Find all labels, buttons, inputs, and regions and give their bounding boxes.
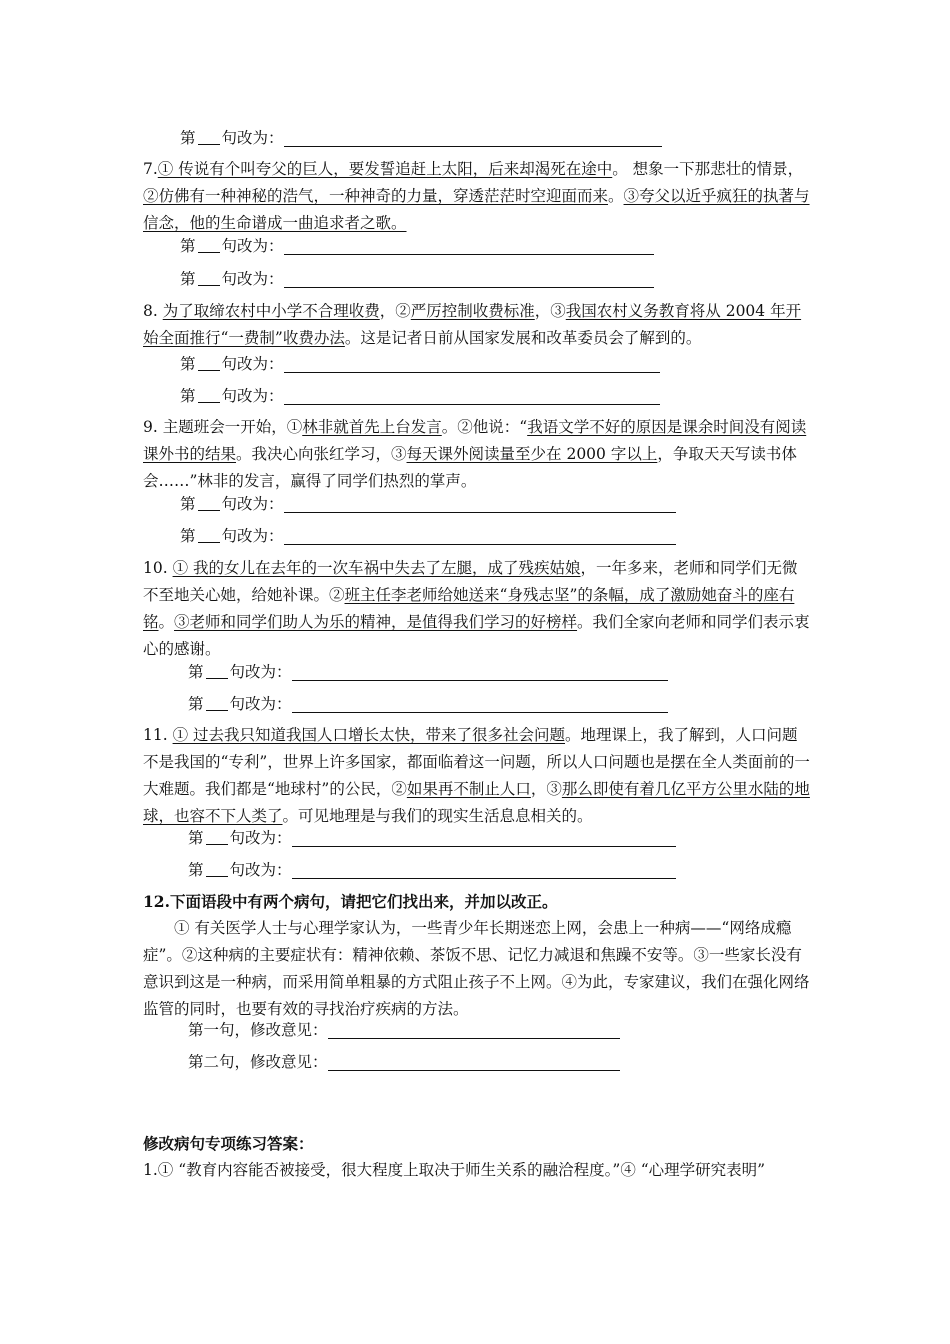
sentence-number-blank[interactable]: [206, 695, 228, 711]
answer-line: 第 句改为：: [188, 826, 676, 850]
answer-blank[interactable]: [284, 270, 654, 288]
question-9: 9. 主题班会一开始，①林非就首先上台发言。②他说：“我语文学不好的原因是课余时间没有阅读课外书的结果。我决心向张红学习，③每天课外阅读量至少在 2000 字以上，争取天天写读书体会……”林非的发言，赢得了同学们热烈的掌声。: [143, 418, 807, 490]
sentence-number-blank[interactable]: [198, 387, 220, 403]
underlined-sentence: 林非就首先上台发言: [302, 418, 442, 436]
underlined-sentence: 我语文学不好的原因是课余时间没有阅读课外书的结果: [143, 418, 807, 463]
underlined-sentence: ②仿佛有一种神秘的浩气，一种神奇的力量，穿透茫茫时空迎面而来: [143, 187, 609, 205]
answer-line: 第 句改为：: [188, 692, 668, 716]
revision-blank[interactable]: [328, 1021, 620, 1039]
answer-line: 第 句改为：: [180, 384, 660, 408]
sentence-number-blank[interactable]: [206, 829, 228, 845]
answer-blank[interactable]: [284, 237, 654, 255]
answer-blank[interactable]: [284, 527, 676, 545]
underlined-sentence: ① 我的女儿在去年的一次车祸中失去了左腿，成了残疾姑娘: [172, 559, 581, 577]
underlined-sentence: 每天课外阅读量至少在 2000 字以上: [406, 445, 658, 463]
underlined-sentence: 班主任李老师给她送来“身残志坚”的条幅，成了激励她奋斗的座右铭: [143, 586, 795, 631]
underlined-sentence: ③夸父以近乎疯狂的执著与信念，他的生命谱成一曲追求者之歌。: [143, 187, 810, 232]
answer-blank[interactable]: [284, 387, 660, 405]
answer-line: 第 句改为：: [180, 492, 676, 516]
revision-blank[interactable]: [328, 1053, 620, 1071]
answer-line: 第 句改为：: [180, 267, 654, 291]
answer-blank[interactable]: [284, 495, 676, 513]
answer-line: 第 句改为：: [188, 660, 668, 684]
answer-line: 第 句改为：: [180, 126, 662, 150]
answer-blank[interactable]: [292, 663, 668, 681]
underlined-sentence: 为了取缔农村中小学不合理收费: [162, 302, 380, 320]
sentence-number-blank[interactable]: [198, 527, 220, 543]
answer-line: 第 句改为：: [180, 524, 676, 548]
underlined-sentence: ① 传说有个叫夸父的巨人，要发誓追赶上太阳，后来却渴死在途中: [157, 160, 613, 178]
answer-line: 第 句改为：: [180, 352, 660, 376]
underlined-sentence: 严厉控制收费标准: [410, 302, 535, 320]
answer-line: 第 句改为：: [188, 858, 676, 882]
sentence-number-blank[interactable]: [198, 270, 220, 286]
answer-blank[interactable]: [292, 695, 668, 713]
underlined-sentence: ① 过去我只知道我国人口增长太快，带来了很多社会问题: [172, 726, 566, 744]
revision-line-2: 第二句，修改意见：: [188, 1050, 620, 1074]
sentence-number-blank[interactable]: [198, 355, 220, 371]
question-12-title: 12.下面语段中有两个病句，请把它们找出来，并加以改正。: [143, 892, 558, 911]
answer-blank[interactable]: [292, 861, 676, 879]
answer-blank[interactable]: [284, 355, 660, 373]
sentence-number-blank[interactable]: [198, 129, 220, 145]
underlined-sentence: ③老师和同学们助人为乐的精神，是值得我们学习的好榜样: [174, 613, 578, 631]
question-8: 8. 为了取缔农村中小学不合理收费，②严厉控制收费标准，③我国农村义务教育将从 2004 年开始全面推行“一费制”收费办法。这是记者日前从国家发展和改革委员会了解到的。: [143, 302, 802, 347]
underlined-sentence: 如果再不制止人口: [406, 780, 531, 798]
question-7: 7.① 传说有个叫夸父的巨人，要发誓追赶上太阳，后来却渴死在途中。 想象一下那悲壮的情景，②仿佛有一种神秘的浩气，一种神奇的力量，穿透茫茫时空迎面而来。③夸父以近乎疯狂的执著与信念，他的生命谱成一曲追求者之歌。: [143, 160, 810, 232]
sentence-number-blank[interactable]: [198, 237, 220, 253]
underlined-sentence: 那么即使有着几亿平方公里水陆的地球，也容不下人类了: [143, 780, 810, 825]
answer-1: 1.① “教育内容能否被接受，很大程度上取决于师生关系的融洽程度。”④ “心理学研究表明”: [143, 1161, 766, 1179]
question-10: 10. ① 我的女儿在去年的一次车祸中失去了左腿，成了残疾姑娘，一年多来，老师和同学们无微不至地关心她，给她补课。②班主任李老师给她送来“身残志坚”的条幅，成了激励她奋斗的座右铭。③老师和同学们助人为乐的精神，是值得我们学习的好榜样。我们全家向老师和同学们表示衷心的感谢。: [143, 559, 810, 658]
question-12-passage: ① 有关医学人士与心理学家认为，一些青少年长期迷恋上网，会患上一种病——“网络成瘾症”。②这种病的主要症状有：精神依赖、茶饭不思、记忆力减退和焦躁不安等。③一些家长没有意识到这是一种病，而采用简单粗暴的方式阻止孩子不上网。④为此，专家建议，我们在强化网络监管的同时，也要有效的寻找治疗疾病的方法。: [143, 919, 810, 1018]
answer-line: 第 句改为：: [180, 234, 654, 258]
sentence-number-blank[interactable]: [206, 663, 228, 679]
answer-blank[interactable]: [292, 829, 676, 847]
answers-heading: 修改病句专项练习答案：: [143, 1134, 314, 1153]
sentence-number-blank[interactable]: [198, 495, 220, 511]
revision-line-1: 第一句，修改意见：: [188, 1018, 620, 1042]
answer-blank[interactable]: [284, 129, 662, 147]
sentence-number-blank[interactable]: [206, 861, 228, 877]
underlined-sentence: 我国农村义务教育将从 2004 年开始全面推行“一费制”收费办法: [143, 302, 802, 347]
question-11: 11. ① 过去我只知道我国人口增长太快，带来了很多社会问题。地理课上，我了解到，人口问题不是我国的“专利”，世界上许多国家，都面临着这一问题，所以人口问题也是摆在全人类面前的一大难题。我们都是“地球村”的公民，②如果再不制止人口，③那么即使有着几亿平方公里水陆的地球，也容不下人类了。可见地理是与我们的现实生活息息相关的。: [143, 726, 810, 825]
